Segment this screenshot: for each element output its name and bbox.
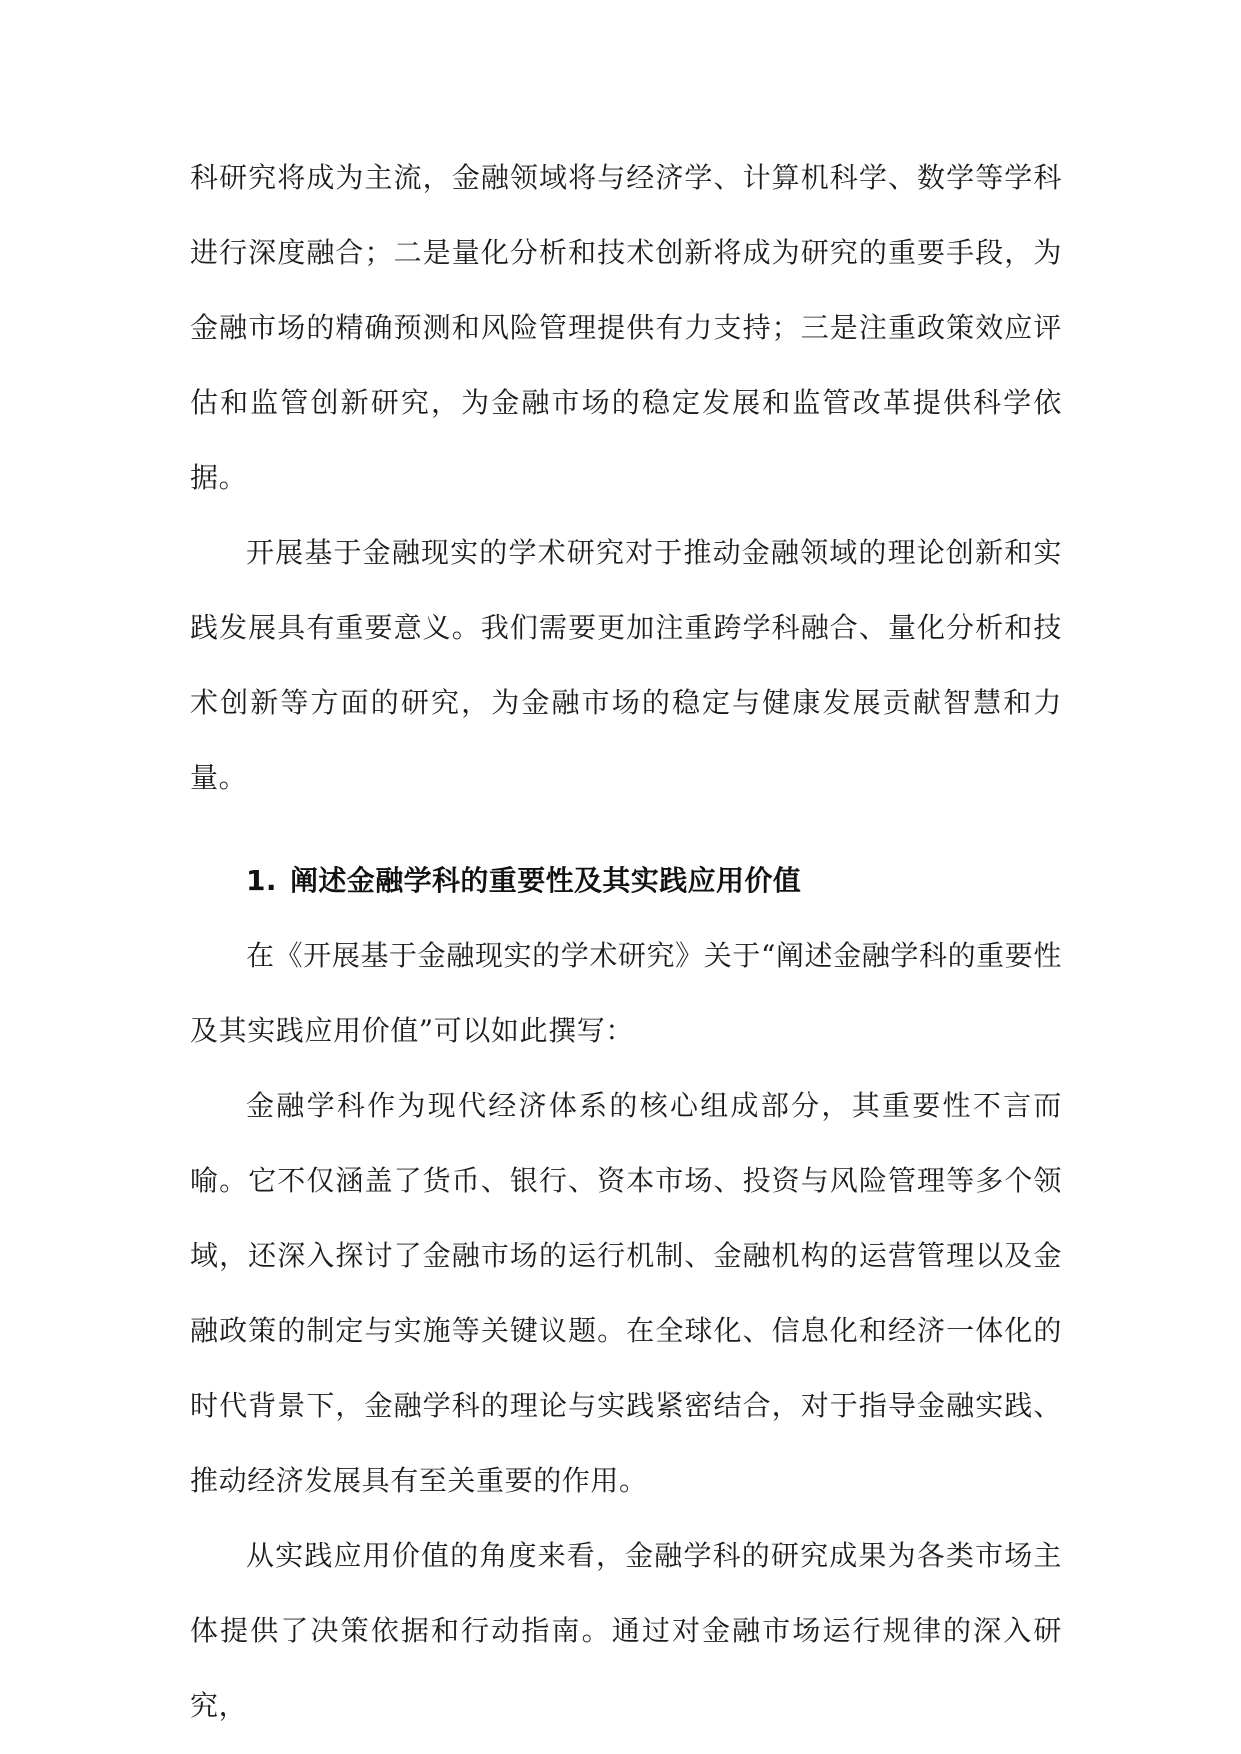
document-body [190,140,1062,1743]
section-title: 阐述金融学科的重要性及其实践应用价值 [290,864,802,897]
paragraph-intro: 在《开展基于金融现实的学术研究》关于“阐述金融学科的重要性及其实践应用价值”可以如此撰写： [190,939,1062,1047]
paragraph-practical-value: 从实践应用价值的角度来看，金融学科的研究成果为各类市场主体提供了决策依据和行动指南。通过对金融市场运行规律的深入研究， [190,1539,1062,1722]
section-heading [190,843,1062,918]
paragraph-continued: 科研究将成为主流，金融领域将与经济学、计算机科学、数学等学科进行深度融合；二是量化分析和技术创新将成为研究的重要手段，为金融市场的精确预测和风险管理提供有力支持；三是注重政策效应评估和监管创新研究，为金融市场的稳定发展和监管改革提供科学依据。 [190,161,1062,494]
paragraph-summary: 开展基于金融现实的学术研究对于推动金融领域的理论创新和实践发展具有重要意义。我们需要更加注重跨学科融合、量化分析和技术创新等方面的研究，为金融市场的稳定与健康发展贡献智慧和力量。 [190,536,1062,794]
paragraph-importance: 金融学科作为现代经济体系的核心组成部分，其重要性不言而喻。它不仅涵盖了货币、银行、资本市场、投资与风险管理等多个领域，还深入探讨了金融市场的运行机制、金融机构的运营管理以及金融政策的制定与实施等关键议题。在全球化、信息化和经济一体化的时代背景下，金融学科的理论与实践紧密结合，对于指导金融实践、推动经济发展具有至关重要的作用。 [190,1089,1062,1497]
section-number: 1. [246,864,277,897]
